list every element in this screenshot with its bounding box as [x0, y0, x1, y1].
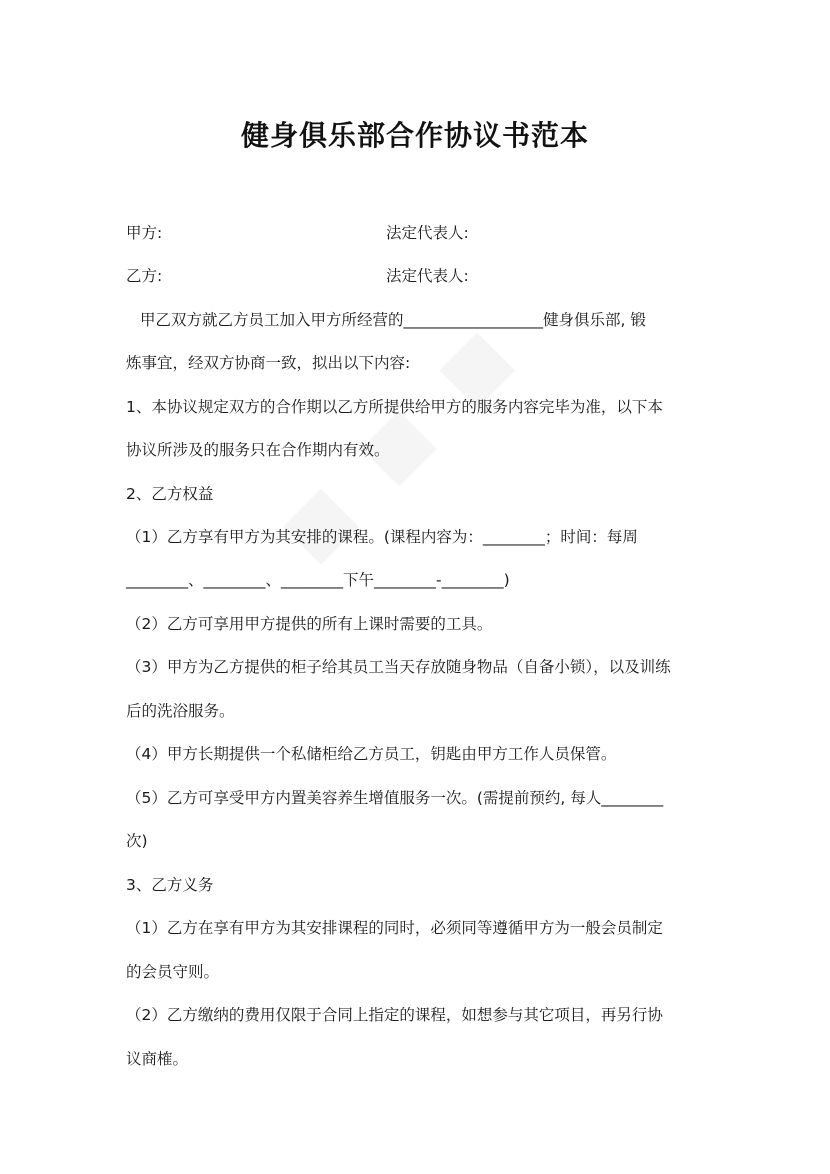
party-a-label: 甲方:: [126, 224, 163, 242]
intro-line-2: 炼事宜，经双方协商一致，拟出以下内容:: [126, 354, 411, 372]
rights-item3-line-2: 后的洗浴服务。: [126, 702, 235, 720]
rights-item5-line-1: （5）乙方可享受甲方内置美容养生增值服务一次。(需提前预约, 每人________: [126, 789, 664, 807]
duties-item2-line-2: 议商榷。: [126, 1050, 189, 1068]
duties-item1-line-2: 的会员守则。: [126, 963, 220, 981]
party-a-rep-label: 法定代表人:: [386, 224, 469, 242]
rights-item5-line-2: 次): [126, 832, 148, 850]
rights-item4: （4）甲方长期提供一个私储柜给乙方员工，钥匙由甲方工作人员保管。: [126, 745, 617, 763]
rights-item1-line-2: ________、________、________下午________-________): [126, 571, 510, 589]
clause1-line-1: 1、本协议规定双方的合作期以乙方所提供给甲方的服务内容完毕为准，以下本: [126, 398, 663, 416]
rights-item3-line-1: （3）甲方为乙方提供的柜子给其员工当天存放随身物品（自备小锁），以及训练: [126, 658, 671, 676]
duties-item2-line-1: （2）乙方缴纳的费用仅限于合同上指定的课程，如想参与其它项目，再另行协: [126, 1006, 663, 1024]
clause1-line-2: 协议所涉及的服务只在合作期内有效。: [126, 441, 390, 459]
section3-heading: 3、乙方义务: [126, 876, 214, 894]
section2-heading: 2、乙方权益: [126, 485, 214, 503]
rights-item1-line-1: （1）乙方享有甲方为其安排的课程。(课程内容为：________；时间：每周: [126, 528, 638, 546]
intro-line-1: 甲乙双方就乙方员工加入甲方所经营的__________________健身俱乐部, 锻: [140, 311, 646, 329]
party-b-rep-label: 法定代表人:: [386, 267, 469, 285]
duties-item1-line-1: （1）乙方在享有甲方为其安排课程的同时，必须同等遵循甲方为一般会员制定: [126, 919, 663, 937]
rights-item2: （2）乙方可享用甲方提供的所有上课时需要的工具。: [126, 615, 493, 633]
document-title: 健身俱乐部合作协议书范本: [240, 119, 589, 152]
party-b-label: 乙方:: [126, 267, 163, 285]
